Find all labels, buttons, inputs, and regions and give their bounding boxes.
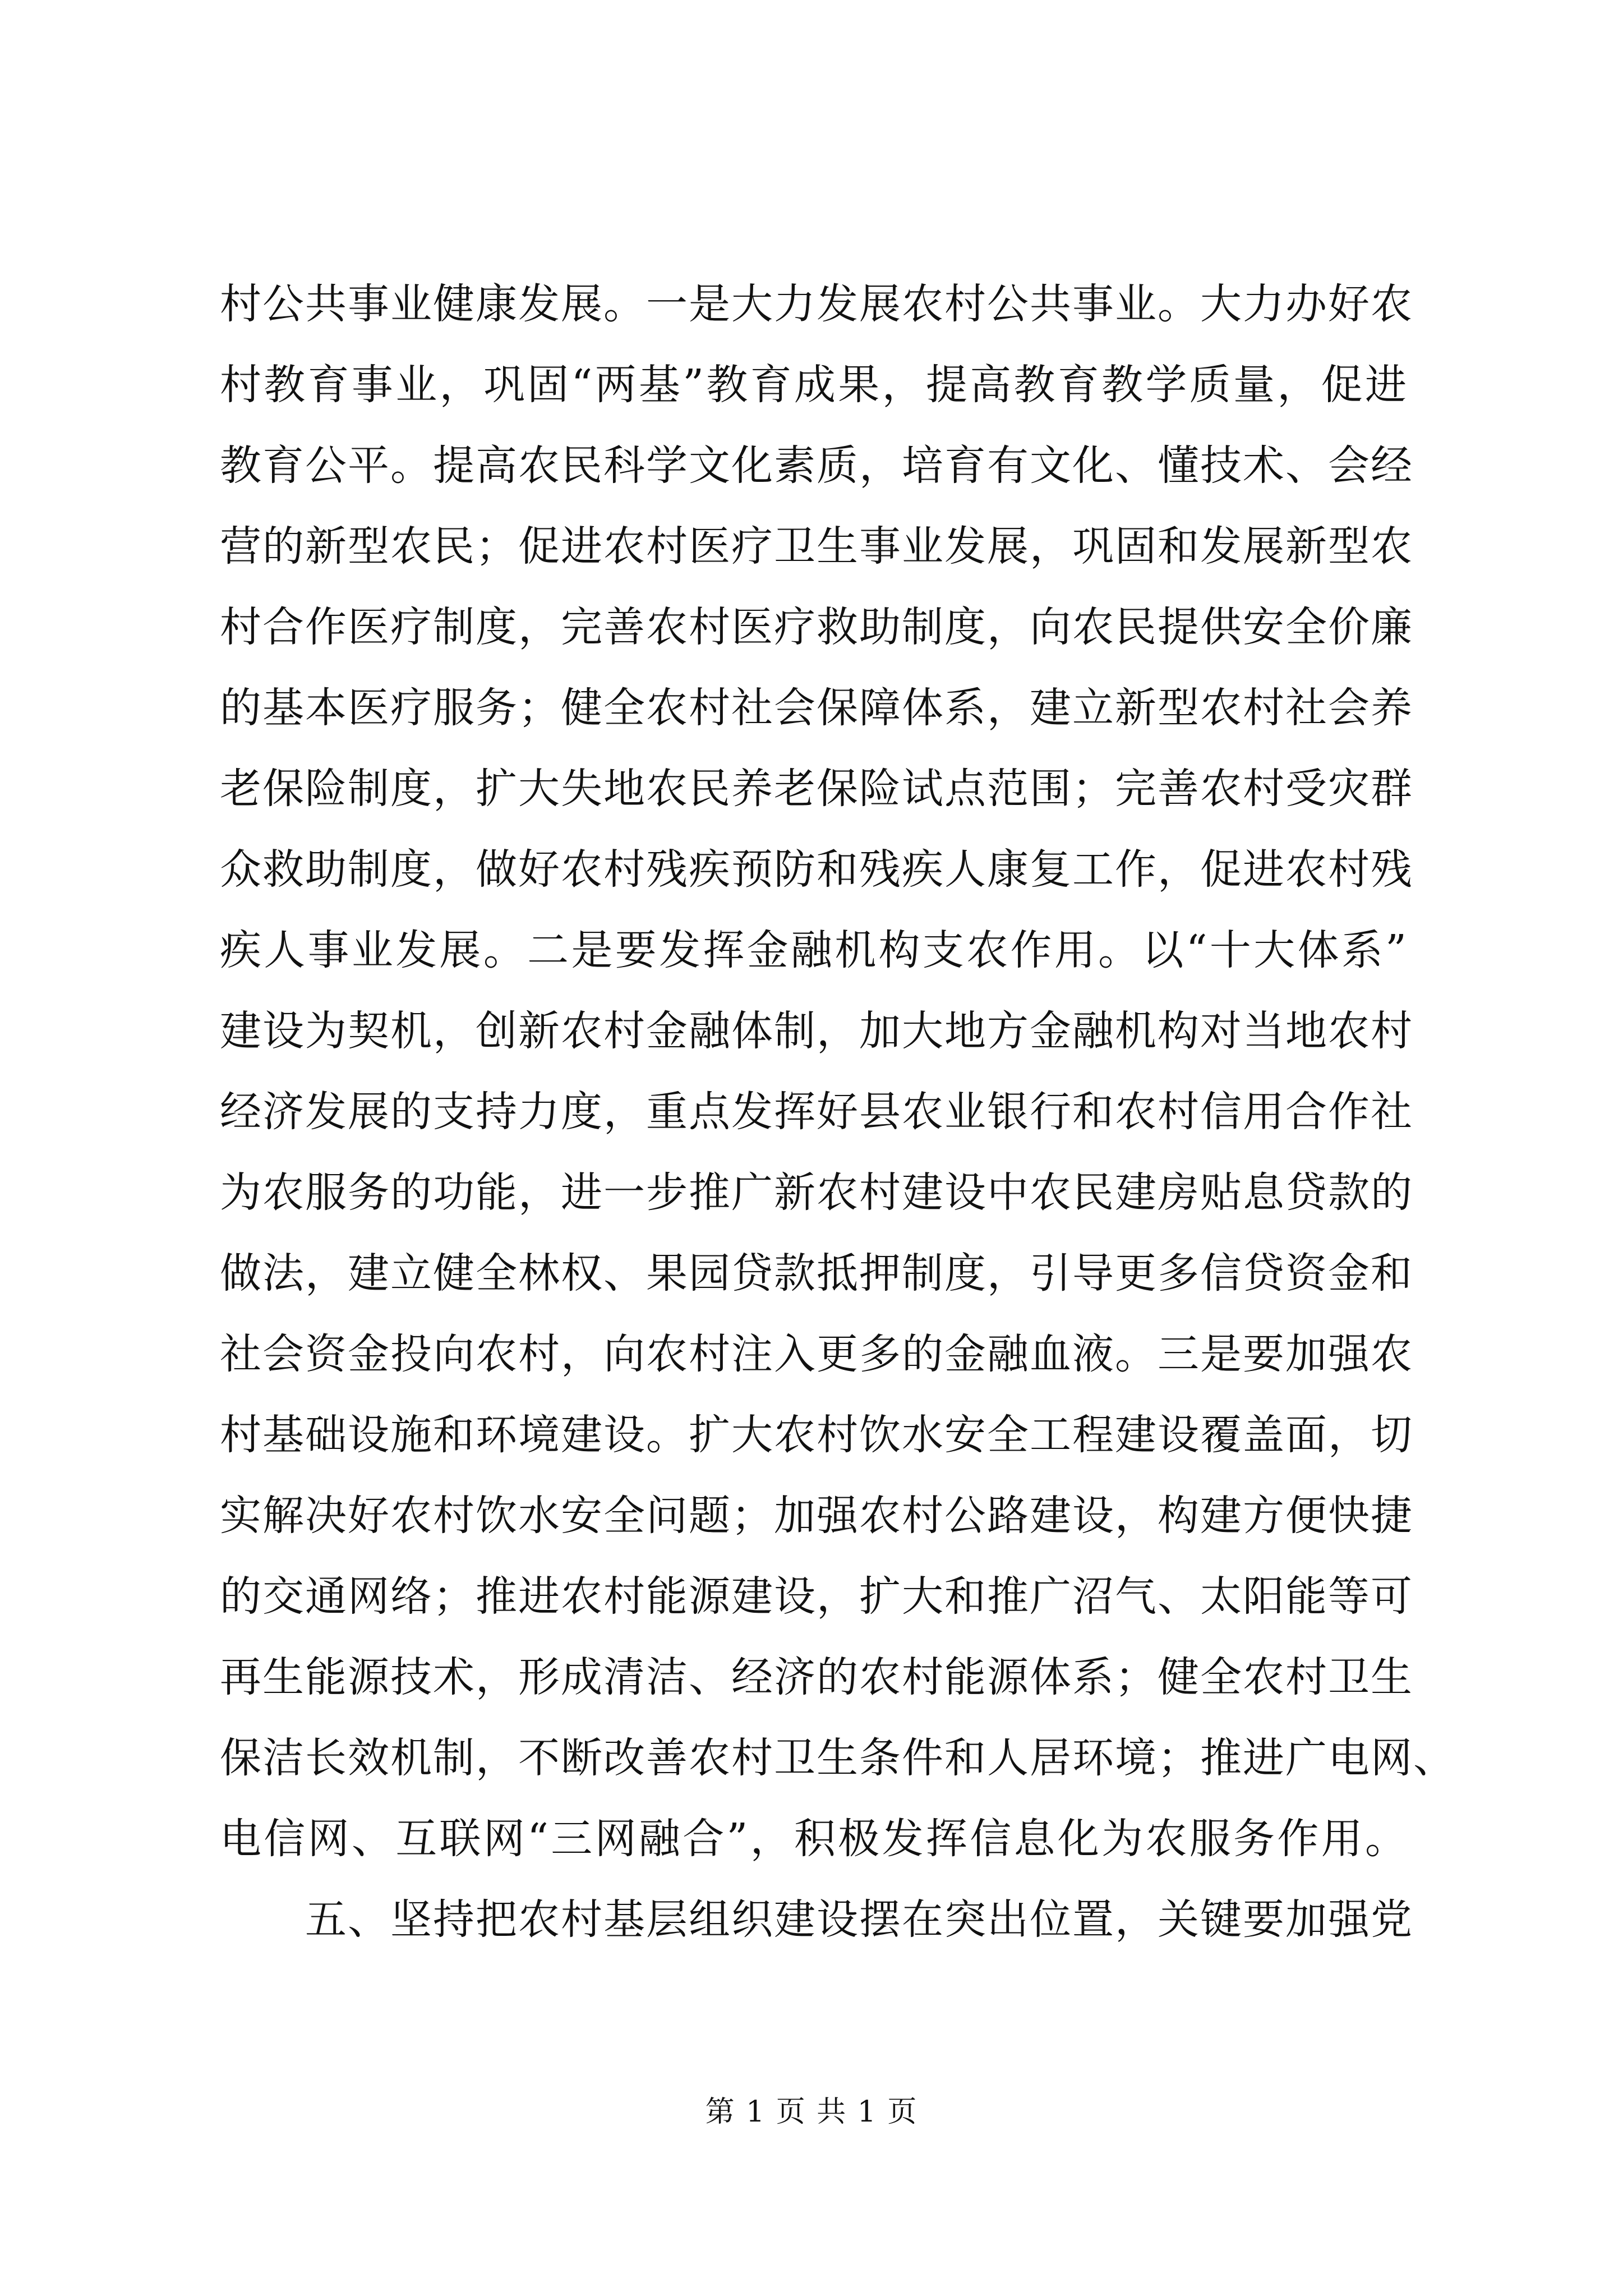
text-line: 实解决好农村饮水安全问题；加强农村公路建设，构建方便快捷 [220, 1492, 1413, 1540]
text-line: 教育公平。提高农民科学文化素质，培育有文化、懂技术、会经 [220, 441, 1413, 490]
text-line: 社会资金投向农村，向农村注入更多的金融血液。三是要加强农 [220, 1330, 1413, 1378]
text-line: 老保险制度，扩大失地农民养老保险试点范围；完善农村受灾群 [220, 765, 1413, 813]
text-line: 电信网、互联网“三网融合”，积极发挥信息化为农服务作用。 [220, 1815, 1408, 1863]
paragraph-start-line: 五、坚持把农村基层组织建设摆在突出位置，关键要加强党 [305, 1895, 1413, 1944]
text-line: 村公共事业健康发展。一是大力发展农村公共事业。大力办好农 [220, 280, 1413, 328]
text-line: 再生能源技术，形成清洁、经济的农村能源体系；健全农村卫生 [220, 1653, 1413, 1701]
text-line: 村基础设施和环境建设。扩大农村饮水安全工程建设覆盖面，切 [220, 1411, 1413, 1459]
text-line: 村合作医疗制度，完善农村医疗救助制度，向农民提供安全价廉 [220, 603, 1413, 651]
text-line: 建设为契机，创新农村金融体制，加大地方金融机构对当地农村 [220, 1007, 1413, 1055]
text-line: 村教育事业，巩固“两基”教育成果，提高教育教学质量，促进 [220, 361, 1408, 409]
body-text [220, 264, 1456, 1960]
text-line: 为农服务的功能，进一步推广新农村建设中农民建房贴息贷款的 [220, 1168, 1413, 1217]
text-line: 经济发展的支持力度，重点发挥好县农业银行和农村信用合作社 [220, 1088, 1413, 1136]
text-line: 营的新型农民；促进农村医疗卫生事业发展，巩固和发展新型农 [220, 522, 1413, 570]
text-line: 做法，建立健全林权、果园贷款抵押制度，引导更多信贷资金和 [220, 1249, 1413, 1297]
text-line: 的交通网络；推进农村能源建设，扩大和推广沼气、太阳能等可 [220, 1572, 1413, 1621]
text-line: 的基本医疗服务；健全农村社会保障体系，建立新型农村社会养 [220, 684, 1413, 732]
text-line: 众救助制度，做好农村残疾预防和残疾人康复工作，促进农村残 [220, 845, 1413, 894]
text-line: 保洁长效机制，不断改善农村卫生条件和人居环境；推进广电网、 [220, 1734, 1456, 1782]
page-footer: 第 1 页 共 1 页 [705, 2095, 918, 2129]
text-line: 疾人事业发展。二是要发挥金融机构支农作用。以“十大体系” [220, 926, 1408, 974]
